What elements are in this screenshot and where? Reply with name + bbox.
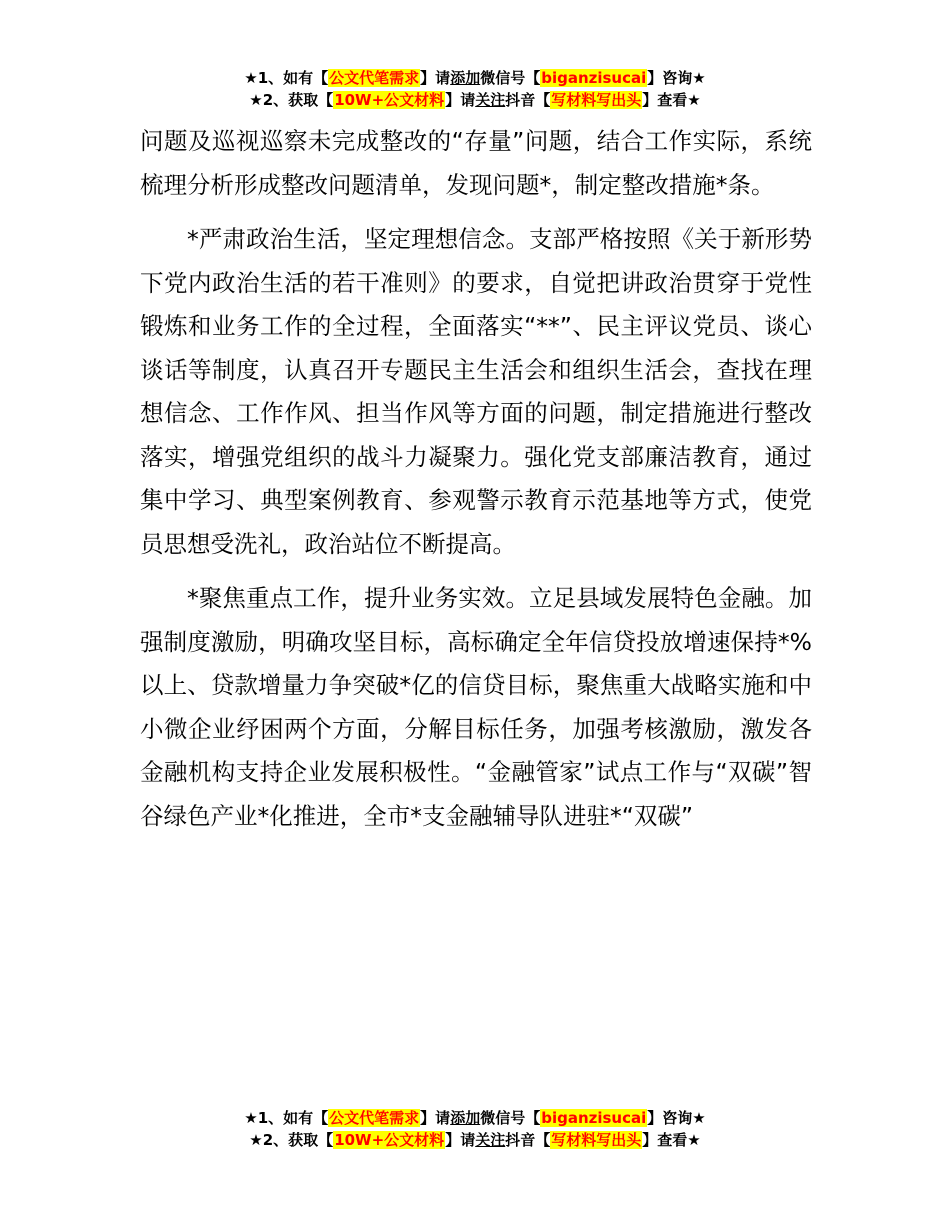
banner-text: 】请	[420, 1109, 451, 1127]
banner-underlined-text: 关注	[475, 1131, 506, 1149]
banner-highlight-service: 公文代笔需求	[329, 69, 420, 87]
banner-text: 】咨询★	[647, 1109, 706, 1127]
banner-line-2	[0, 89, 950, 111]
banner-text: 】请	[445, 1131, 476, 1149]
document-body	[140, 120, 812, 838]
banner-highlight-materials: 10W+公文材料	[334, 1131, 445, 1149]
banner-highlight-materials: 10W+公文材料	[334, 91, 445, 109]
paragraph-2: *严肃政治生活，坚定理想信念。支部严格按照《关于新形势下党内政治生活的若干准则》的要求，自觉把讲政治贯穿于党性锻炼和业务工作的全过程，全面落实“**”、民主评议党员、谈心谈话等制度，认真召开专题民主生活会和组织生活会，查找在理想信念、工作作风、担当作风等方面的问题，制定措施进行整改落实，增强党组织的战斗力凝聚力。强化党支部廉洁教育，通过集中学习、典型案例教育、参观警示教育示范基地等方式，使党员思想受洗礼，政治站位不断提高。	[140, 225, 812, 558]
banner-text: 】请	[420, 69, 451, 87]
banner-highlight-wechat: biganzisucai	[541, 1109, 647, 1127]
banner-text: 】查看★	[642, 91, 701, 109]
banner-text: ★2、获取【	[249, 91, 334, 109]
banner-highlight-service: 公文代笔需求	[329, 1109, 420, 1127]
banner-text: 】查看★	[642, 1131, 701, 1149]
paragraph-1: 问题及巡视巡察未完成整改的“存量”问题，结合工作实际，系统梳理分析形成整改问题清单，发现问题*，制定整改措施*条。	[140, 127, 812, 199]
banner-text: ★2、获取【	[249, 1131, 334, 1149]
banner-text: 微信号【	[480, 1109, 541, 1127]
banner-text: ★1、如有【	[244, 1109, 329, 1127]
header-banner	[0, 67, 950, 111]
banner-highlight-douyin: 写材料写出头	[551, 1131, 642, 1149]
footer-banner	[0, 1107, 950, 1151]
banner-line-1	[0, 1107, 950, 1129]
banner-text: 】请	[445, 91, 476, 109]
paragraph-3: *聚焦重点工作，提升业务实效。立足县域发展特色金融。加强制度激励，明确攻坚目标，高标确定全年信贷投放增速保持*%以上、贷款增量力争突破*亿的信贷目标，聚焦重大战略实施和中小微企业纾困两个方面，分解目标任务，加强考核激励，激发各金融机构支持企业发展积极性。“金融管家”试点工作与“双碳”智谷绿色产业*化推进，全市*支金融辅导队进驻*“双碳”	[140, 584, 812, 830]
banner-text: ★1、如有【	[244, 69, 329, 87]
banner-underlined-text: 关注	[475, 91, 506, 109]
banner-text: 】咨询★	[647, 69, 706, 87]
banner-text: 抖音【	[505, 1131, 551, 1149]
banner-underlined-text: 添加	[450, 1109, 481, 1127]
banner-text: 微信号【	[480, 69, 541, 87]
banner-line-1	[0, 67, 950, 89]
banner-text: 抖音【	[505, 91, 551, 109]
banner-highlight-douyin: 写材料写出头	[551, 91, 642, 109]
banner-line-2	[0, 1129, 950, 1151]
banner-underlined-text: 添加	[450, 69, 481, 87]
banner-highlight-wechat: biganzisucai	[541, 69, 647, 87]
